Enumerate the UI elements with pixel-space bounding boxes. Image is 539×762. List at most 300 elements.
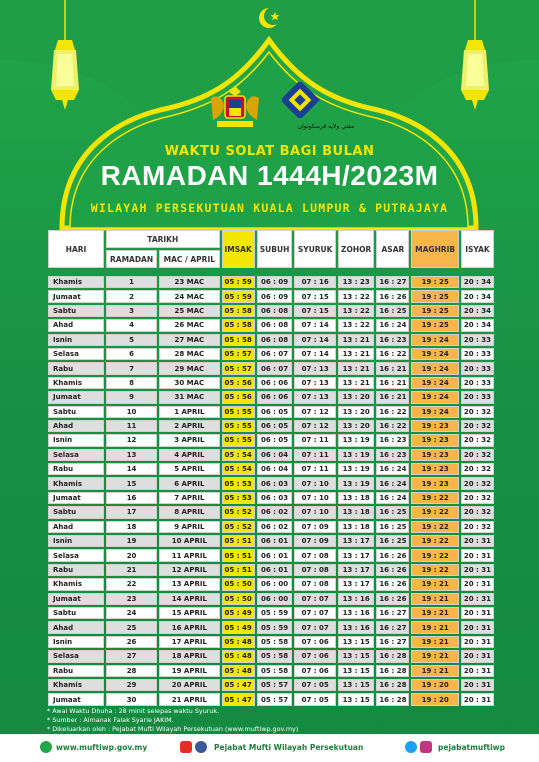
col-imsak: IMSAK	[222, 230, 255, 268]
cell-zohor: 13 : 19	[338, 477, 375, 489]
table-row	[48, 449, 494, 461]
cell-isyak: 20 : 31	[461, 621, 494, 633]
cell-asar: 16 : 24	[376, 477, 409, 489]
cell-maghrib: 19 : 23	[411, 463, 459, 475]
table-row	[48, 434, 494, 446]
cell-imsak: 05 : 48	[222, 650, 255, 662]
cell-zohor: 13 : 15	[338, 693, 375, 705]
col-hari: HARI	[48, 230, 104, 268]
cell-ramadan: 24	[106, 607, 157, 619]
cell-maghrib: 19 : 20	[411, 679, 459, 691]
cell-date: 8 APRIL	[159, 506, 219, 518]
table-row	[48, 492, 494, 504]
cell-syuruk: 07 : 14	[294, 334, 335, 346]
cell-ramadan: 16	[106, 492, 157, 504]
cell-asar: 16 : 27	[376, 607, 409, 619]
cell-hari: Jumaat	[48, 693, 104, 705]
cell-ramadan: 4	[106, 319, 157, 331]
cell-syuruk: 07 : 08	[294, 549, 335, 561]
cell-date: 13 APRIL	[159, 578, 219, 590]
note-issuer: * Dikeluarkan oleh : Pejabat Mufti Wilayah Persekutuan (www.muftiwp.gov.my)	[47, 725, 299, 733]
cell-imsak: 05 : 50	[222, 593, 255, 605]
cell-imsak: 05 : 52	[222, 506, 255, 518]
cell-ramadan: 20	[106, 549, 157, 561]
cell-ramadan: 25	[106, 621, 157, 633]
cell-zohor: 13 : 21	[338, 362, 375, 374]
cell-imsak: 05 : 58	[222, 334, 255, 346]
cell-ramadan: 21	[106, 564, 157, 576]
cell-asar: 16 : 24	[376, 492, 409, 504]
note-dhuha: * Awal Waktu Dhuha : 28 minit selepas waktu Syuruk.	[47, 707, 220, 715]
cell-subuh: 06 : 01	[257, 564, 293, 576]
cell-isyak: 20 : 34	[461, 276, 494, 288]
cell-isyak: 20 : 32	[461, 420, 494, 432]
cell-asar: 16 : 25	[376, 305, 409, 317]
cell-imsak: 05 : 57	[222, 362, 255, 374]
cell-ramadan: 30	[106, 693, 157, 705]
facebook-icon	[195, 741, 207, 753]
cell-date: 9 APRIL	[159, 521, 219, 533]
cell-imsak: 05 : 54	[222, 463, 255, 475]
cell-imsak: 05 : 58	[222, 305, 255, 317]
cell-zohor: 13 : 19	[338, 434, 375, 446]
cell-subuh: 06 : 09	[257, 276, 293, 288]
cell-subuh: 06 : 04	[257, 449, 293, 461]
cell-ramadan: 18	[106, 521, 157, 533]
cell-ramadan: 11	[106, 420, 157, 432]
cell-maghrib: 19 : 24	[411, 377, 459, 389]
cell-subuh: 06 : 06	[257, 391, 293, 403]
cell-asar: 16 : 23	[376, 434, 409, 446]
cell-maghrib: 19 : 23	[411, 477, 459, 489]
cell-zohor: 13 : 17	[338, 549, 375, 561]
cell-imsak: 05 : 53	[222, 477, 255, 489]
cell-ramadan: 27	[106, 650, 157, 662]
cell-date: 12 APRIL	[159, 564, 219, 576]
cell-subuh: 06 : 07	[257, 348, 293, 360]
cell-hari: Jumaat	[48, 492, 104, 504]
table-row	[48, 506, 494, 518]
cell-zohor: 13 : 16	[338, 621, 375, 633]
cell-asar: 16 : 25	[376, 506, 409, 518]
cell-hari: Khamis	[48, 679, 104, 691]
cell-syuruk: 07 : 05	[294, 693, 335, 705]
prayer-times-body	[48, 276, 494, 706]
cell-asar: 16 : 21	[376, 377, 409, 389]
cell-hari: Khamis	[48, 377, 104, 389]
cell-date: 10 APRIL	[159, 535, 219, 547]
cell-subuh: 06 : 08	[257, 319, 293, 331]
cell-asar: 16 : 24	[376, 319, 409, 331]
cell-zohor: 13 : 16	[338, 593, 375, 605]
title-line-2: RAMADAN 1444H/2023M	[100, 160, 439, 191]
cell-ramadan: 15	[106, 477, 157, 489]
cell-hari: Khamis	[48, 477, 104, 489]
cell-ramadan: 29	[106, 679, 157, 691]
cell-subuh: 06 : 09	[257, 290, 293, 302]
cell-isyak: 20 : 32	[461, 506, 494, 518]
cell-isyak: 20 : 31	[461, 665, 494, 677]
cell-zohor: 13 : 21	[338, 348, 375, 360]
cell-asar: 16 : 27	[376, 636, 409, 648]
cell-maghrib: 19 : 22	[411, 506, 459, 518]
footer-handle[interactable]: pejabatmuftiwp	[438, 743, 505, 752]
cell-zohor: 13 : 20	[338, 420, 375, 432]
table-row	[48, 593, 494, 605]
cell-hari: Selasa	[48, 549, 104, 561]
table-row	[48, 319, 494, 331]
cell-zohor: 13 : 21	[338, 334, 375, 346]
cell-subuh: 06 : 01	[257, 535, 293, 547]
lantern-right-icon	[458, 0, 492, 112]
cell-isyak: 20 : 32	[461, 477, 494, 489]
cell-syuruk: 07 : 12	[294, 420, 335, 432]
cell-ramadan: 5	[106, 334, 157, 346]
cell-asar: 16 : 26	[376, 290, 409, 302]
cell-ramadan: 2	[106, 290, 157, 302]
crescent-star-icon	[256, 4, 286, 34]
cell-imsak: 05 : 59	[222, 276, 255, 288]
cell-imsak: 05 : 58	[222, 319, 255, 331]
cell-subuh: 06 : 02	[257, 521, 293, 533]
cell-date: 24 MAC	[159, 290, 219, 302]
footer-website[interactable]: www.muftiwp.gov.my	[56, 743, 148, 752]
cell-isyak: 20 : 32	[461, 434, 494, 446]
cell-imsak: 05 : 48	[222, 665, 255, 677]
cell-syuruk: 07 : 06	[294, 636, 335, 648]
cell-syuruk: 07 : 09	[294, 535, 335, 547]
cell-hari: Isnin	[48, 535, 104, 547]
cell-syuruk: 07 : 13	[294, 391, 335, 403]
cell-syuruk: 07 : 14	[294, 319, 335, 331]
cell-ramadan: 23	[106, 593, 157, 605]
cell-date: 30 MAC	[159, 377, 219, 389]
cell-zohor: 13 : 22	[338, 305, 375, 317]
footer	[0, 734, 539, 762]
cell-date: 7 APRIL	[159, 492, 219, 504]
cell-isyak: 20 : 32	[461, 406, 494, 418]
cell-asar: 16 : 21	[376, 362, 409, 374]
cell-hari: Sabtu	[48, 607, 104, 619]
mufti-office-logo-icon	[282, 82, 324, 118]
cell-date: 19 APRIL	[159, 665, 219, 677]
table-row	[48, 420, 494, 432]
instagram-icon	[420, 741, 432, 753]
cell-ramadan: 14	[106, 463, 157, 475]
cell-maghrib: 19 : 24	[411, 348, 459, 360]
cell-date: 29 MAC	[159, 362, 219, 374]
cell-subuh: 05 : 58	[257, 636, 293, 648]
table-row	[48, 621, 494, 633]
cell-ramadan: 17	[106, 506, 157, 518]
cell-maghrib: 19 : 22	[411, 564, 459, 576]
cell-isyak: 20 : 31	[461, 578, 494, 590]
cell-date: 4 APRIL	[159, 449, 219, 461]
col-zohor: ZOHOR	[338, 230, 375, 268]
col-asar: ASAR	[376, 230, 409, 268]
title-line-1: WAKTU SOLAT BAGI BULAN	[164, 144, 375, 159]
cell-maghrib: 19 : 21	[411, 665, 459, 677]
cell-ramadan: 12	[106, 434, 157, 446]
cell-ramadan: 3	[106, 305, 157, 317]
globe-icon	[40, 741, 52, 753]
cell-maghrib: 19 : 22	[411, 535, 459, 547]
cell-asar: 16 : 23	[376, 449, 409, 461]
cell-isyak: 20 : 31	[461, 636, 494, 648]
cell-subuh: 06 : 08	[257, 334, 293, 346]
cell-isyak: 20 : 32	[461, 492, 494, 504]
cell-hari: Sabtu	[48, 506, 104, 518]
cell-subuh: 05 : 58	[257, 650, 293, 662]
col-tarikh: TARIKH	[106, 230, 220, 248]
cell-ramadan: 6	[106, 348, 157, 360]
cell-asar: 16 : 27	[376, 276, 409, 288]
col-ramadan: RAMADAN	[106, 250, 157, 268]
cell-hari: Khamis	[48, 276, 104, 288]
cell-syuruk: 07 : 08	[294, 578, 335, 590]
cell-subuh: 05 : 59	[257, 621, 293, 633]
cell-isyak: 20 : 33	[461, 391, 494, 403]
cell-isyak: 20 : 31	[461, 593, 494, 605]
cell-imsak: 05 : 49	[222, 607, 255, 619]
cell-hari: Jumaat	[48, 391, 104, 403]
footer-office: Pejabat Mufti Wilayah Persekutuan	[214, 743, 364, 752]
cell-zohor: 13 : 23	[338, 276, 375, 288]
cell-date: 18 APRIL	[159, 650, 219, 662]
cell-imsak: 05 : 54	[222, 449, 255, 461]
cell-syuruk: 07 : 06	[294, 665, 335, 677]
cell-ramadan: 7	[106, 362, 157, 374]
cell-imsak: 05 : 47	[222, 693, 255, 705]
table-row	[48, 578, 494, 590]
cell-syuruk: 07 : 12	[294, 406, 335, 418]
cell-hari: Selasa	[48, 650, 104, 662]
cell-asar: 16 : 23	[376, 334, 409, 346]
cell-date: 5 APRIL	[159, 463, 219, 475]
cell-hari: Selasa	[48, 449, 104, 461]
table-row	[48, 391, 494, 403]
cell-maghrib: 19 : 25	[411, 290, 459, 302]
cell-isyak: 20 : 31	[461, 549, 494, 561]
cell-isyak: 20 : 33	[461, 348, 494, 360]
cell-asar: 16 : 26	[376, 549, 409, 561]
cell-syuruk: 07 : 11	[294, 434, 335, 446]
cell-date: 17 APRIL	[159, 636, 219, 648]
cell-syuruk: 07 : 08	[294, 564, 335, 576]
table-row	[48, 362, 494, 374]
cell-date: 21 APRIL	[159, 693, 219, 705]
cell-zohor: 13 : 16	[338, 607, 375, 619]
col-mac-april: MAC / APRIL	[159, 250, 219, 268]
cell-hari: Rabu	[48, 564, 104, 576]
cell-asar: 16 : 27	[376, 621, 409, 633]
cell-zohor: 13 : 18	[338, 521, 375, 533]
cell-date: 6 APRIL	[159, 477, 219, 489]
cell-isyak: 20 : 34	[461, 290, 494, 302]
cell-imsak: 05 : 51	[222, 549, 255, 561]
cell-isyak: 20 : 31	[461, 564, 494, 576]
cell-hari: Ahad	[48, 621, 104, 633]
table-row	[48, 305, 494, 317]
table-row	[48, 276, 494, 288]
cell-subuh: 06 : 07	[257, 362, 293, 374]
cell-hari: Selasa	[48, 348, 104, 360]
cell-asar: 16 : 26	[376, 564, 409, 576]
cell-ramadan: 26	[106, 636, 157, 648]
cell-imsak: 05 : 56	[222, 391, 255, 403]
cell-zohor: 13 : 17	[338, 578, 375, 590]
cell-syuruk: 07 : 16	[294, 276, 335, 288]
cell-isyak: 20 : 34	[461, 305, 494, 317]
table-row	[48, 521, 494, 533]
cell-subuh: 06 : 00	[257, 593, 293, 605]
cell-subuh: 06 : 05	[257, 420, 293, 432]
cell-zohor: 13 : 17	[338, 535, 375, 547]
cell-hari: Sabtu	[48, 406, 104, 418]
cell-hari: Rabu	[48, 463, 104, 475]
cell-asar: 16 : 28	[376, 693, 409, 705]
cell-syuruk: 07 : 07	[294, 621, 335, 633]
cell-zohor: 13 : 18	[338, 506, 375, 518]
cell-isyak: 20 : 32	[461, 463, 494, 475]
cell-maghrib: 19 : 21	[411, 636, 459, 648]
cell-maghrib: 19 : 21	[411, 593, 459, 605]
table-row	[48, 549, 494, 561]
cell-ramadan: 10	[106, 406, 157, 418]
cell-syuruk: 07 : 14	[294, 348, 335, 360]
cell-asar: 16 : 22	[376, 420, 409, 432]
cell-imsak: 05 : 55	[222, 420, 255, 432]
table-row	[48, 377, 494, 389]
cell-date: 25 MAC	[159, 305, 219, 317]
cell-isyak: 20 : 31	[461, 535, 494, 547]
cell-zohor: 13 : 15	[338, 665, 375, 677]
cell-subuh: 05 : 58	[257, 665, 293, 677]
cell-zohor: 13 : 17	[338, 564, 375, 576]
table-row	[48, 406, 494, 418]
cell-subuh: 06 : 01	[257, 549, 293, 561]
mufti-logo-caption: ﻣﻔﺘﻲ ﻭﻻﻳﻪ ﭬﺮﺳﻜﻮﺗﻮﺍﻥ	[297, 123, 355, 130]
cell-asar: 16 : 28	[376, 679, 409, 691]
cell-zohor: 13 : 22	[338, 319, 375, 331]
table-row	[48, 564, 494, 576]
cell-maghrib: 19 : 21	[411, 650, 459, 662]
table-row	[48, 348, 494, 360]
cell-isyak: 20 : 31	[461, 693, 494, 705]
cell-ramadan: 13	[106, 449, 157, 461]
cell-asar: 16 : 25	[376, 521, 409, 533]
cell-subuh: 05 : 57	[257, 679, 293, 691]
table-row	[48, 463, 494, 475]
table-row	[48, 665, 494, 677]
cell-subuh: 06 : 03	[257, 477, 293, 489]
cell-date: 26 MAC	[159, 319, 219, 331]
cell-asar: 16 : 24	[376, 463, 409, 475]
col-maghrib: MAGHRIB	[411, 230, 459, 268]
cell-isyak: 20 : 33	[461, 377, 494, 389]
cell-date: 2 APRIL	[159, 420, 219, 432]
cell-maghrib: 19 : 21	[411, 578, 459, 590]
cell-imsak: 05 : 53	[222, 492, 255, 504]
cell-hari: Khamis	[48, 578, 104, 590]
cell-maghrib: 19 : 25	[411, 276, 459, 288]
cell-imsak: 05 : 55	[222, 434, 255, 446]
cell-zohor: 13 : 19	[338, 449, 375, 461]
cell-imsak: 05 : 51	[222, 535, 255, 547]
note-source: * Sumber : Almanak Falak Syarie JAKIM.	[47, 716, 174, 724]
cell-hari: Isnin	[48, 334, 104, 346]
cell-hari: Jumaat	[48, 593, 104, 605]
cell-hari: Isnin	[48, 636, 104, 648]
cell-hari: Sabtu	[48, 305, 104, 317]
cell-imsak: 05 : 59	[222, 290, 255, 302]
cell-asar: 16 : 28	[376, 665, 409, 677]
youtube-icon	[180, 741, 192, 753]
cell-imsak: 05 : 56	[222, 377, 255, 389]
cell-asar: 16 : 21	[376, 391, 409, 403]
cell-syuruk: 07 : 05	[294, 679, 335, 691]
notes	[47, 707, 298, 734]
cell-date: 31 MAC	[159, 391, 219, 403]
cell-syuruk: 07 : 09	[294, 521, 335, 533]
cell-maghrib: 19 : 21	[411, 621, 459, 633]
cell-subuh: 06 : 06	[257, 377, 293, 389]
cell-hari: Rabu	[48, 362, 104, 374]
cell-hari: Ahad	[48, 420, 104, 432]
table-row	[48, 693, 494, 705]
cell-zohor: 13 : 19	[338, 463, 375, 475]
cell-maghrib: 19 : 23	[411, 420, 459, 432]
cell-isyak: 20 : 31	[461, 650, 494, 662]
cell-date: 11 APRIL	[159, 549, 219, 561]
cell-zohor: 13 : 20	[338, 406, 375, 418]
cell-maghrib: 19 : 25	[411, 305, 459, 317]
cell-date: 14 APRIL	[159, 593, 219, 605]
cell-hari: Isnin	[48, 434, 104, 446]
table-row	[48, 650, 494, 662]
cell-maghrib: 19 : 22	[411, 521, 459, 533]
cell-ramadan: 19	[106, 535, 157, 547]
table-row	[48, 636, 494, 648]
cell-date: 1 APRIL	[159, 406, 219, 418]
cell-date: 3 APRIL	[159, 434, 219, 446]
cell-syuruk: 07 : 07	[294, 593, 335, 605]
cell-maghrib: 19 : 23	[411, 434, 459, 446]
twitter-icon	[405, 741, 417, 753]
cell-maghrib: 19 : 23	[411, 449, 459, 461]
cell-ramadan: 9	[106, 391, 157, 403]
title-line-3: WILAYAH PERSEKUTUAN KUALA LUMPUR & PUTRAJAYA	[90, 201, 449, 215]
cell-maghrib: 19 : 24	[411, 391, 459, 403]
cell-imsak: 05 : 51	[222, 564, 255, 576]
cell-zohor: 13 : 18	[338, 492, 375, 504]
cell-syuruk: 07 : 15	[294, 305, 335, 317]
cell-zohor: 13 : 15	[338, 636, 375, 648]
cell-hari: Ahad	[48, 521, 104, 533]
cell-maghrib: 19 : 20	[411, 693, 459, 705]
cell-asar: 16 : 25	[376, 535, 409, 547]
cell-imsak: 05 : 52	[222, 521, 255, 533]
lantern-left-icon	[48, 0, 82, 112]
cell-date: 23 MAC	[159, 276, 219, 288]
cell-hari: Rabu	[48, 665, 104, 677]
cell-date: 16 APRIL	[159, 621, 219, 633]
cell-imsak: 05 : 49	[222, 621, 255, 633]
cell-isyak: 20 : 32	[461, 449, 494, 461]
cell-maghrib: 19 : 21	[411, 607, 459, 619]
cell-syuruk: 07 : 11	[294, 449, 335, 461]
cell-syuruk: 07 : 10	[294, 492, 335, 504]
